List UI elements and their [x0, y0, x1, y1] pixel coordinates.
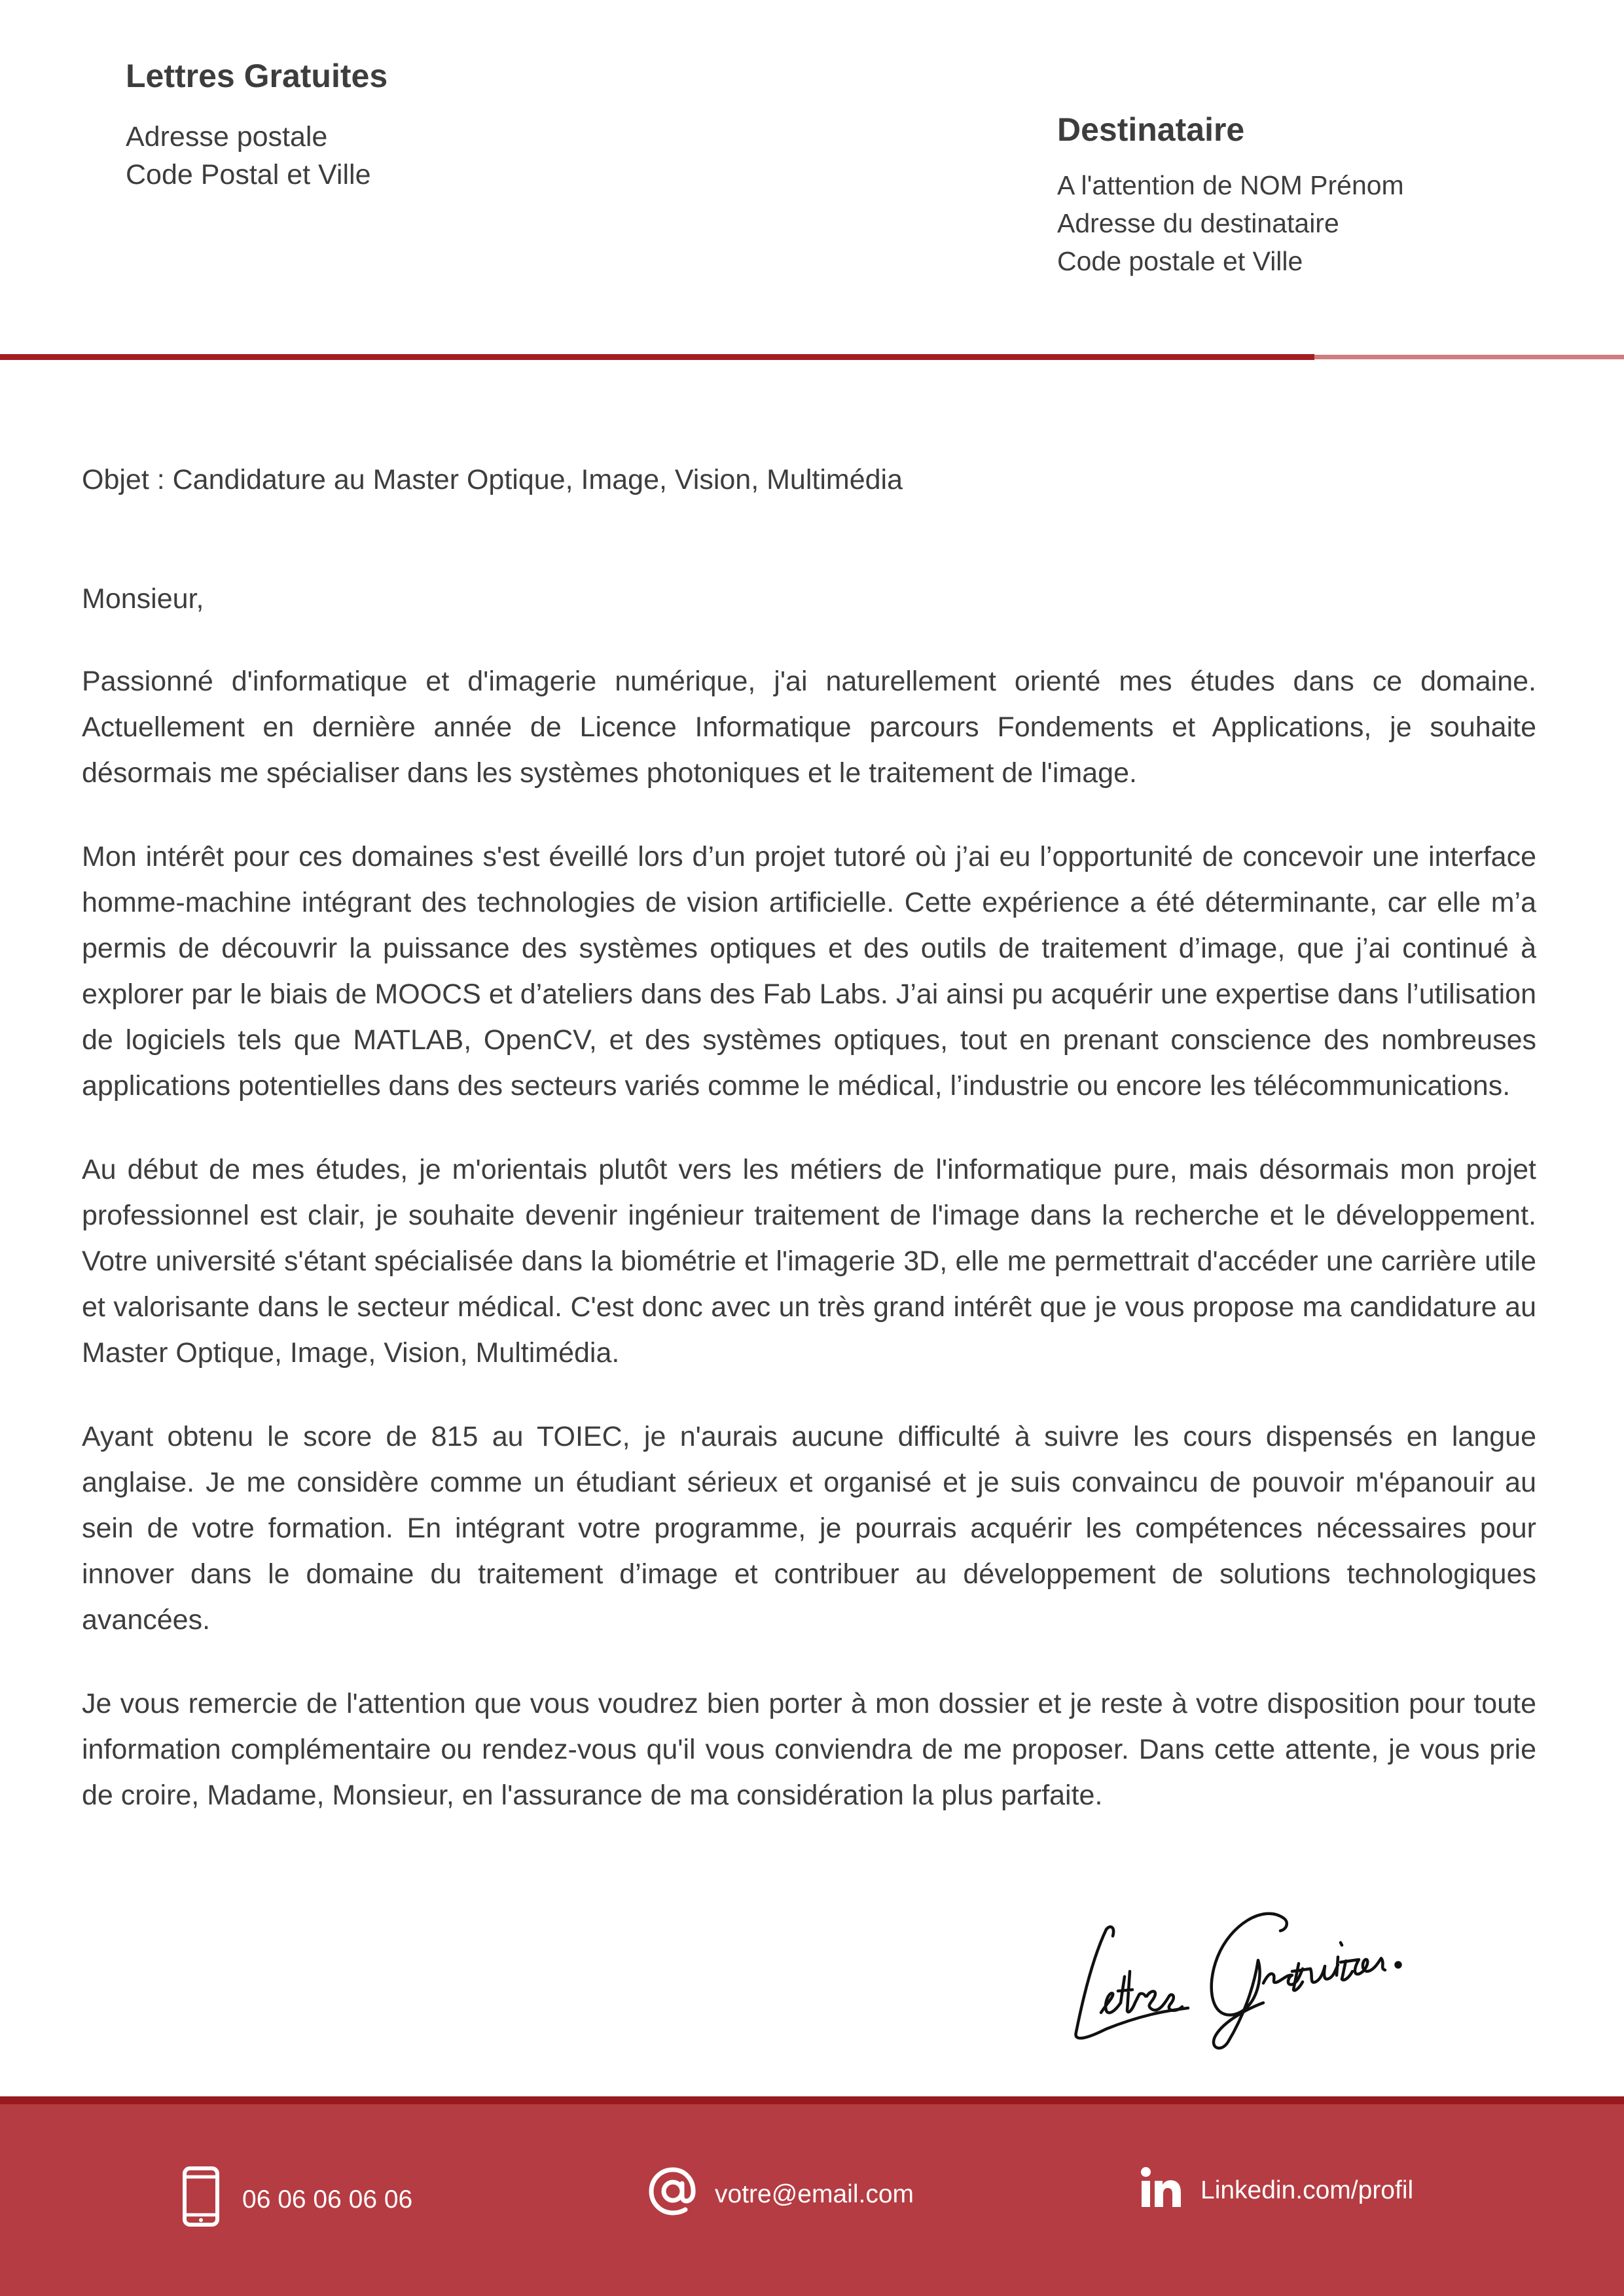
recipient-attention-line: A l'attention de NOM Prénom: [1057, 170, 1404, 200]
header-divider-accent: [1314, 355, 1624, 359]
handwritten-signature: [1067, 1898, 1440, 2055]
header-divider: [0, 354, 1314, 360]
contact-linkedin: [1140, 2166, 1413, 2215]
letter-salutation: Monsieur,: [82, 583, 204, 615]
linkedin-icon: [1140, 2166, 1182, 2215]
sender-block: [126, 52, 388, 194]
contact-linkedin-text: Linkedin.com/profil: [1200, 2176, 1414, 2204]
letter-paragraph-1: Passionné d'informatique et d'imagerie numérique, j'ai naturellement orienté mes études dans ce domaine. Actuellement en dernière année de Licence Informatique parcours Fondements et Applications, je souhaite désormais me spécialiser dans les systèmes photoniques et le traitement de l'image.: [82, 666, 1536, 789]
sender-name: Lettres Gratuites: [126, 58, 388, 94]
contact-email-text: votre@email.com: [715, 2180, 914, 2208]
letter-body: [82, 576, 1536, 1856]
sender-address-line2: Code Postal et Ville: [126, 159, 371, 190]
phone-icon: [182, 2166, 220, 2233]
footer: [0, 2104, 1624, 2296]
footer-divider: [0, 2096, 1624, 2104]
recipient-address-line: Adresse du destinataire: [1057, 208, 1339, 238]
letter-paragraph-5: Je vous remercie de l'attention que vous voudrez bien porter à mon dossier et je reste à votre disposition pour toute information complémentaire ou rendez-vous qu'il vous conviendra de me proposer. Dans cette attente, je vous prie de croire, Madame, Monsieur, en l'assurance de ma considération la plus parfaite.: [82, 1688, 1536, 1811]
at-icon: [648, 2166, 698, 2223]
recipient-block: [1057, 106, 1404, 280]
letter-paragraph-4: Ayant obtenu le score de 815 au TOIEC, je n'aurais aucune difficulté à suivre les cours dispensés en langue anglaise. Je me considère comme un étudiant sérieux et organisé et je suis convaincu de pouvoir m'épanouir au sein de votre formation. En intégrant votre programme, je pourrais acquérir les compétences nécessaires pour innover dans le domaine du traitement d’image et contribuer au développement de solutions technologiques avancées.: [82, 1421, 1536, 1636]
recipient-postal-line: Code postale et Ville: [1057, 246, 1303, 276]
contact-phone: [182, 2166, 412, 2233]
letter-paragraph-2: Mon intérêt pour ces domaines s'est éveillé lors d’un projet tutoré où j’ai eu l’opportunité de concevoir une interface homme-machine intégrant des technologies de vision artificielle. Cette expérience a été déterminante, car elle m’a permis de découvrir la puissance des systèmes optiques et des outils de traitement d’image, que j’ai continué à explorer par le biais de MOOCS et d’ateliers dans des Fab Labs. J’ai ainsi pu acquérir une expertise dans l’utilisation de logiciels tels que MATLAB, OpenCV, et des systèmes optiques, tout en prenant conscience des nombreuses applications potentielles dans des secteurs variés comme le médical, l’industrie ou encore les télécommunications.: [82, 841, 1536, 1102]
recipient-title: Destinataire: [1057, 111, 1245, 148]
contact-phone-text: 06 06 06 06 06: [242, 2185, 413, 2214]
letter-paragraph-3: Au début de mes études, je m'orientais plutôt vers les métiers de l'informatique pure, mais désormais mon projet professionnel est clair, je souhaite devenir ingénieur traitement de l'image dans la recherche et le développement. Votre université s'étant spécialisée dans la biométrie et l'imagerie 3D, elle me permettrait d'accéder une carrière utile et valorisante dans le secteur médical. C'est donc avec un très grand intérêt que je vous propose ma candidature au Master Optique, Image, Vision, Multimédia.: [82, 1154, 1536, 1369]
contact-email: [648, 2166, 914, 2223]
sender-address-line1: Adresse postale: [126, 121, 328, 152]
letter-subject: Objet : Candidature au Master Optique, Image, Vision, Multimédia: [82, 464, 903, 495]
